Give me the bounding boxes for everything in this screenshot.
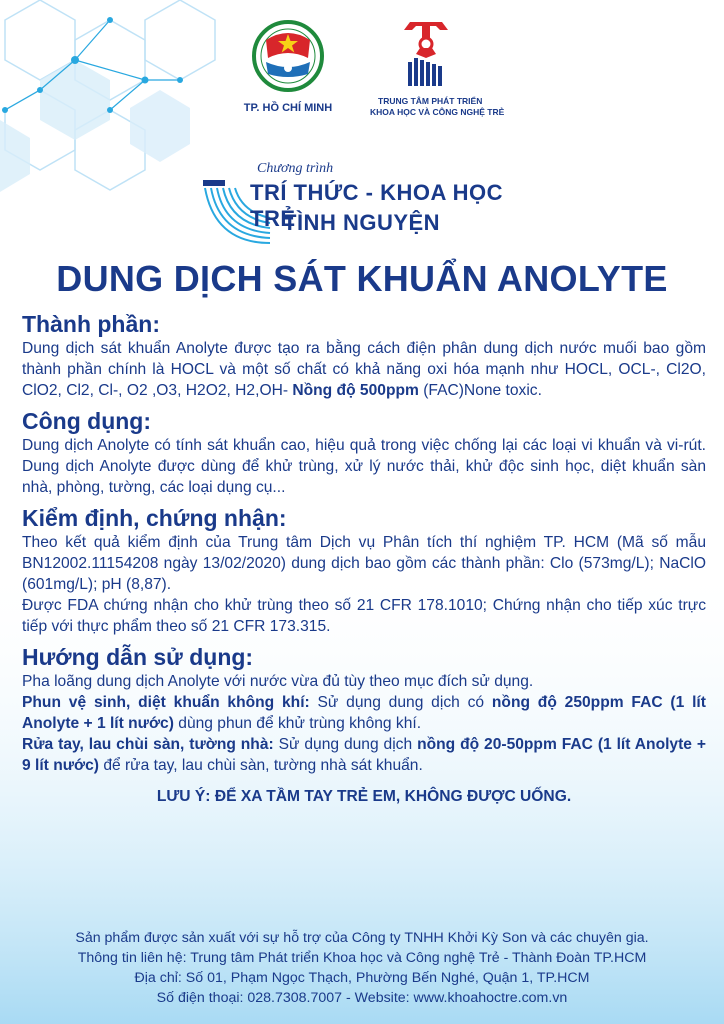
spray-text: Sử dụng dung dịch có — [317, 694, 485, 711]
section-certification — [22, 504, 706, 637]
footer-contact: Số điện thoại: 028.7308.7007 - Website: www.khoahoctre.com.vn — [156, 990, 568, 1006]
warning-note: LƯU Ý: ĐỂ XA TẦM TAY TRẺ EM, KHÔNG ĐƯỢC UỐNG. — [156, 788, 572, 805]
right-logo-caption-2: KHOA HỌC VÀ CÔNG NGHỆ TRẺ — [370, 107, 505, 117]
footer — [0, 928, 724, 1008]
youth-science-center-logo — [370, 18, 540, 118]
instructions-intro: Pha loãng dung dịch Anolyte với nước vừa đủ tùy theo mục đích sử dụng. — [22, 673, 534, 690]
youth-union-emblem-icon — [252, 18, 324, 94]
program-title-line-1: TRÍ THỨC - KHOA HỌC TRẺ — [250, 180, 504, 231]
program-title-line-2: TÌNH NGUYỆN — [283, 210, 441, 235]
ingredients-heading: Thành phần: — [22, 311, 160, 337]
ingredients-text: Dung dịch sát khuẩn Anolyte được tạo ra bằng cách điện phân dung dịch nước muối bao gồm thành phần chính là HOCL và một số chất có khả năng oxi hóa mạnh như HOCL, OCL-, Cl2O, ClO2, Cl2, Cl-, O2 ,O3, H2O2, H2,OH- — [22, 340, 706, 399]
left-logo-caption: TP. HỒ CHÍ MINH — [243, 102, 333, 114]
spray-concentration: nồng độ 250ppm FAC (1 lít Anolyte + 1 lít nước) — [22, 694, 706, 732]
footer-line-2: Thông tin liên hệ: Trung tâm Phát triển Khoa học và Công nghệ Trẻ - Thành Đoàn TP.HCM — [77, 950, 647, 966]
ingredients-tail: (FAC)None toxic. — [423, 382, 542, 399]
footer-address: Địa chỉ: Số 01, Phạm Ngọc Thạch, Phường Bến Nghé, Quận 1, TP.HCM — [134, 970, 590, 986]
footer-line-1: Sản phẩm được sản xuất với sự hỗ trợ của Công ty TNHH Khởi Kỳ Son và các chuyên gia. — [75, 930, 649, 946]
spray-tail: dùng phun để khử trùng không khí. — [178, 715, 422, 732]
section-ingredients — [22, 310, 706, 401]
page-title: DUNG DỊCH SÁT KHUẨN ANOLYTE — [56, 258, 668, 299]
section-uses — [22, 407, 706, 498]
ingredients-paragraph — [22, 338, 706, 401]
certification-heading: Kiểm định, chứng nhận: — [22, 505, 287, 531]
certification-text-1: Theo kết quả kiểm định của Trung tâm Dịch vụ Phân tích thí nghiệm TP. HCM (Mã số mẫu BN12002.11154208 ngày 13/02/2020) dung dịch bao gồm các thành phần: Clo (573mg/L); NaClO (601mg/L); pH (8,87). — [22, 534, 706, 593]
program-banner — [195, 158, 555, 258]
instructions-spray — [22, 692, 706, 734]
wash-concentration: nồng độ 20-50ppm FAC (1 lít Anolyte + 9 lít nước) — [22, 736, 706, 774]
instructions-heading: Hướng dẫn sử dụng: — [22, 644, 254, 670]
wash-heading: Rửa tay, lau chùi sàn, tường nhà: — [22, 736, 274, 753]
program-label: Chương trình — [257, 161, 334, 176]
ingredients-concentration: Nồng độ 500ppm — [292, 382, 419, 399]
right-logo-caption-1: TRUNG TÂM PHÁT TRIỂN — [378, 96, 483, 106]
section-instructions — [22, 643, 706, 806]
wash-tail: để rửa tay, lau chùi sàn, tường nhà sát khuẩn. — [103, 757, 423, 774]
tst-logo-icon — [396, 18, 456, 90]
main-content — [22, 310, 706, 806]
wash-text: Sử dụng dung dịch — [278, 736, 413, 753]
uses-text: Dung dịch Anolyte có tính sát khuẩn cao, hiệu quả trong việc chống lại các loại vi khuẩn và vi-rút. Dung dịch Anolyte được dùng để khử trùng, xử lý nước thải, khử độc sinh học, diệt khuẩn sàn nhà, phòng, tường, các loại dụng cụ... — [22, 437, 706, 496]
youth-union-logo — [238, 18, 338, 114]
spray-heading: Phun vệ sinh, diệt khuẩn không khí: — [22, 694, 310, 711]
instructions-wash — [22, 734, 706, 776]
certification-text-2: Được FDA chứng nhận cho khử trùng theo số 21 CFR 178.1010; Chứng nhận cho tiếp xúc trực tiếp với thực phẩm theo số 21 CFR 173.315. — [22, 597, 706, 635]
uses-heading: Công dụng: — [22, 408, 152, 434]
